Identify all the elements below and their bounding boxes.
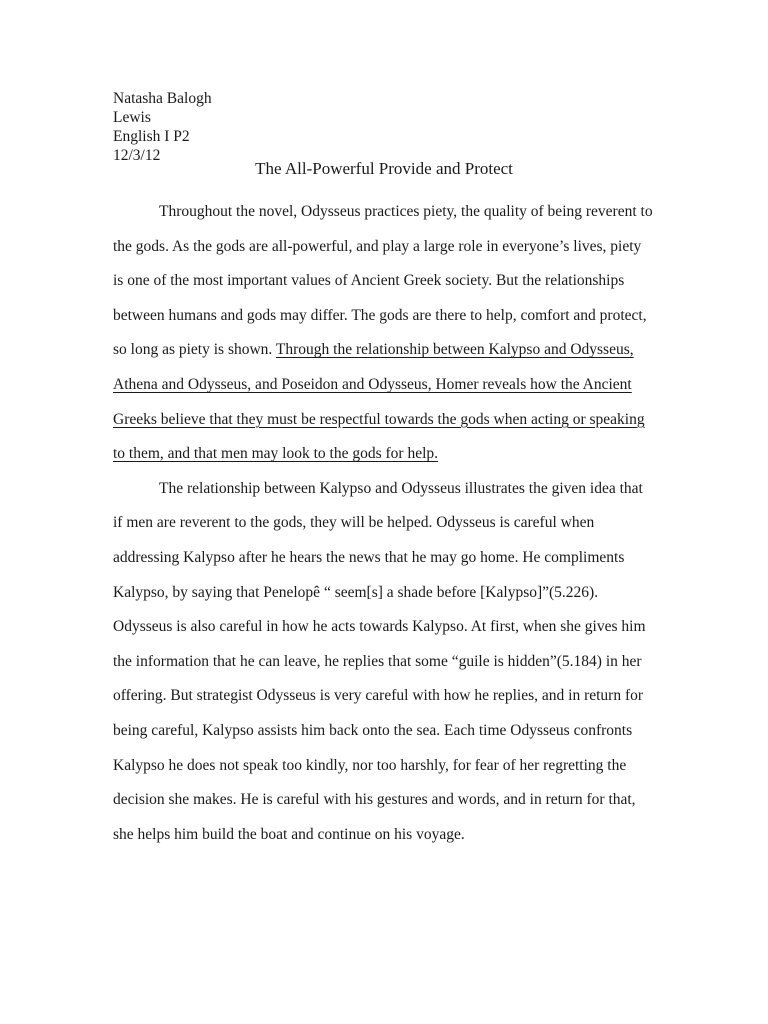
essay-title: The All-Powerful Provide and Protect xyxy=(255,159,513,178)
essay-heading xyxy=(113,89,212,165)
essay-body xyxy=(113,195,655,852)
essay-date: 12/3/12 xyxy=(113,147,161,164)
student-name: Natasha Balogh xyxy=(113,90,212,107)
body-paragraph-kalypso: The relationship between Kalypso and Odysseus illustrates the given idea that if men are reverent to the gods, they will be helped. Odysseus is careful when addressing Kalypso after he hears the news that he may go home. He compliments Kalypso, by saying that Penelopê “ seem[s] a shade before [Kalypso]”(5.226). Odysseus is also careful in how he acts towards Kalypso. At first, when she gives him the information that he can leave, he replies that some “guile is hidden”(5.184) in her offering. But strategist Odysseus is very careful with how he replies, and in return for being careful, Kalypso assists him back onto the sea. Each time Odysseus confronts Kalypso he does not speak too kindly, nor too harshly, for fear of her regretting the decision she makes. He is careful with his gestures and words, and in return for that, she helps him build the boat and continue on his voyage. xyxy=(113,479,646,843)
course-name: English I P2 xyxy=(113,128,190,145)
thesis-statement: Through the relationship between Kalypso and Odysseus, Athena and Odysseus, and Poseidon and Odysseus, Homer reveals how the Ancient Greeks believe that they must be respectful towards the gods when acting or speaking to them, and that men may look to the gods for help. xyxy=(113,341,645,463)
teacher-name: Lewis xyxy=(113,109,151,126)
intro-text: Throughout the novel, Odysseus practices piety, the quality of being reverent to the gods. As the gods are all-powerful, and play a large role in everyone’s lives, piety is one of the most important values of Ancient Greek society. But the relationships between humans and gods may differ. The gods are there to help, comfort and protect, so long as piety is shown. xyxy=(113,203,653,359)
intro-paragraph xyxy=(113,195,655,472)
